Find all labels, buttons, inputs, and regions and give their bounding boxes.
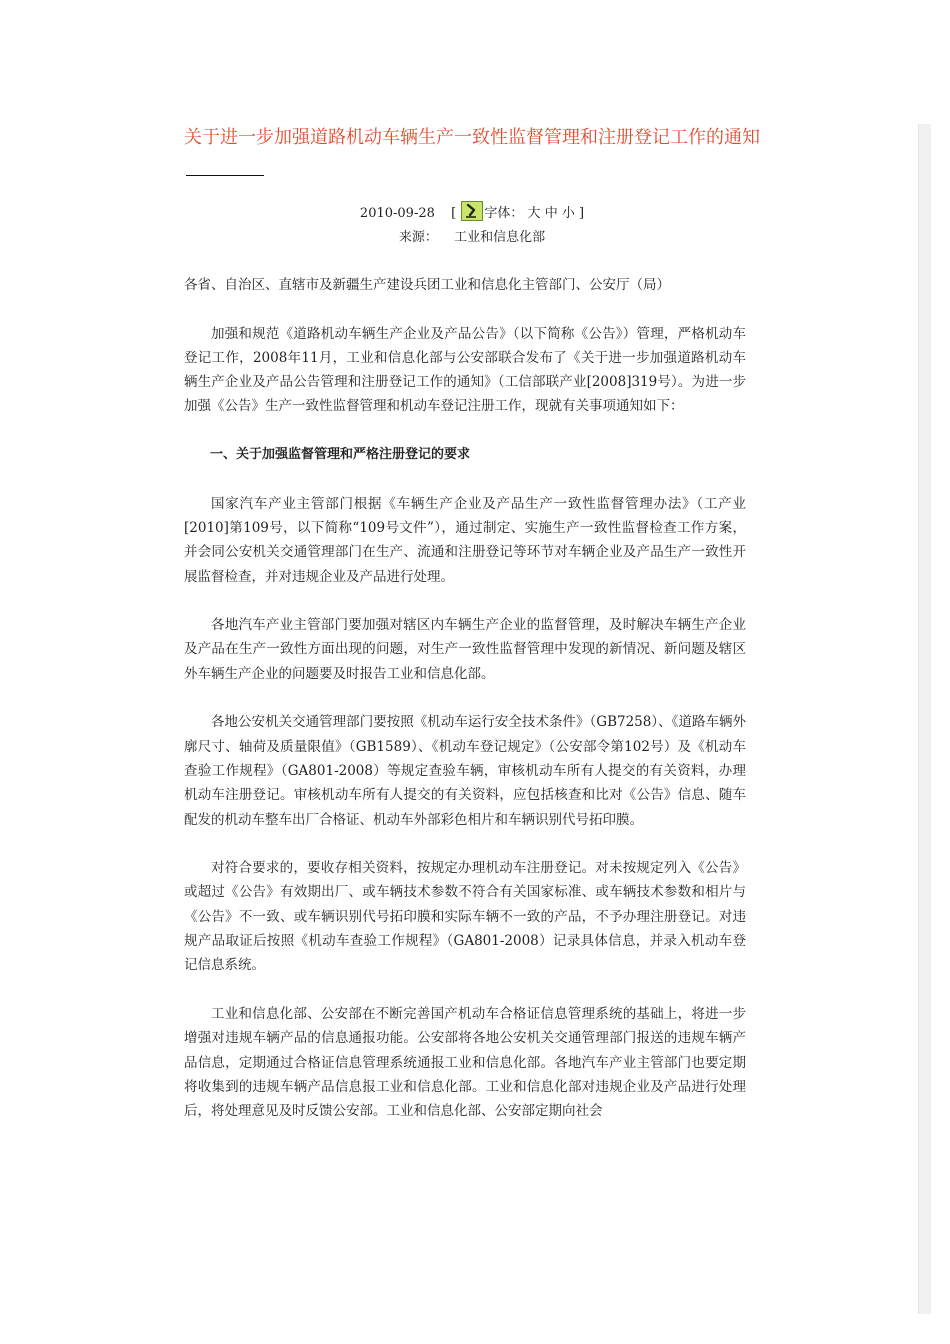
section-heading-1: 一、关于加强监督管理和严格注册登记的要求 [210,447,471,463]
page-title: 关于进一步加强道路机动车辆生产一致性监督管理和注册登记工作的通知 [184,127,760,148]
source-label: 来源： [398,230,438,245]
title-underline [186,175,264,176]
recipients: 各省、自治区、直辖市及新疆生产建设兵团工业和信息化主管部门、公安厅（局） [184,277,670,293]
font-small-link[interactable]: 小 [561,206,575,221]
paragraph-4: 各地公安机关交通管理部门要按照《机动车运行安全技术条件》（GB7258）、《道路车辆外廓尺寸、轴荷及质量限值》（GB1589）、《机动车登记规定》（公安部令第102号）及《机动车查验工作规程》（GA801-2008）等规定查验车辆，审核机动车所有人提交的有关资料，办理机动车注册登记。审核机动车所有人提交的有关资料，应包括核查和比对《公告》信息、随车配发的机动车整车出厂合格证、机动车外部彩色相片和车辆识别代号拓印膜。 [184,714,746,828]
source-value: 工业和信息化部 [454,230,546,245]
font-label: 字体： [484,206,524,221]
source-line [180,228,764,248]
article-body [184,273,746,1148]
paragraph-1: 加强和规范《道路机动车辆生产企业及产品公告》（以下简称《公告》）管理，严格机动车登记工作，2008年11月，工业和信息化部与公安部联合发布了《关于进一步加强道路机动车辆生产企业及产品公告管理和注册登记工作的通知》（工信部联产业[2008]319号）。为进一步加强《公告》生产一致性监督管理和机动车登记注册工作，现就有关事项通知如下： [184,325,746,415]
paragraph-6: 工业和信息化部、公安部在不断完善国产机动车合格证信息管理系统的基础上，将进一步增强对违规车辆产品的信息通报功能。公安部将各地公安机关交通管理部门报送的违规车辆产品信息，定期通过合格证信息管理系统通报工业和信息化部。各地汽车产业主管部门也要定期将收集到的违规车辆产品信息报工业和信息化部。工业和信息化部对违规企业及产品进行处理后，将处理意见及时反馈公安部。工业和信息化部、公安部定期向社会 [184,1005,746,1120]
font-large-link[interactable]: 大 [527,206,541,221]
date-font-line [180,201,764,224]
bracket-close: ] [579,206,585,221]
font-size-icon[interactable] [461,201,483,221]
publish-date: 2010-09-28 [359,206,435,221]
paragraph-2: 国家汽车产业主管部门根据《车辆生产企业及产品生产一致性监督管理办法》（工产业[2010]第109号，以下简称“109号文件”），通过制定、实施生产一致性监督检查工作方案，并会同公安机关交通管理部门在生产、流通和注册登记等环节对车辆企业及产品生产一致性开展监督检查，并对违规企业及产品进行处理。 [184,495,746,585]
font-medium-link[interactable]: 中 [544,206,558,221]
paragraph-3: 各地汽车产业主管部门要加强对辖区内车辆生产企业的监督管理，及时解决车辆生产企业及产品在生产一致性方面出现的问题，对生产一致性监督管理中发现的新情况、新问题及辖区外车辆生产企业的问题要及时报告工业和信息化部。 [184,617,746,682]
paragraph-5: 对符合要求的，要收存相关资料，按规定办理机动车注册登记。对未按规定列入《公告》或超过《公告》有效期出厂、或车辆技术参数不符合有关国家标准、或车辆技术参数和相片与《公告》不一致、或车辆识别代号拓印膜和实际车辆不一致的产品，不予办理注册登记。对违规产品取证后按照《机动车查验工作规程》（GA801-2008）记录具体信息，并录入机动车登记信息系统。 [184,860,746,974]
scrollbar[interactable] [918,124,931,1314]
bracket-open: [ [451,206,457,221]
